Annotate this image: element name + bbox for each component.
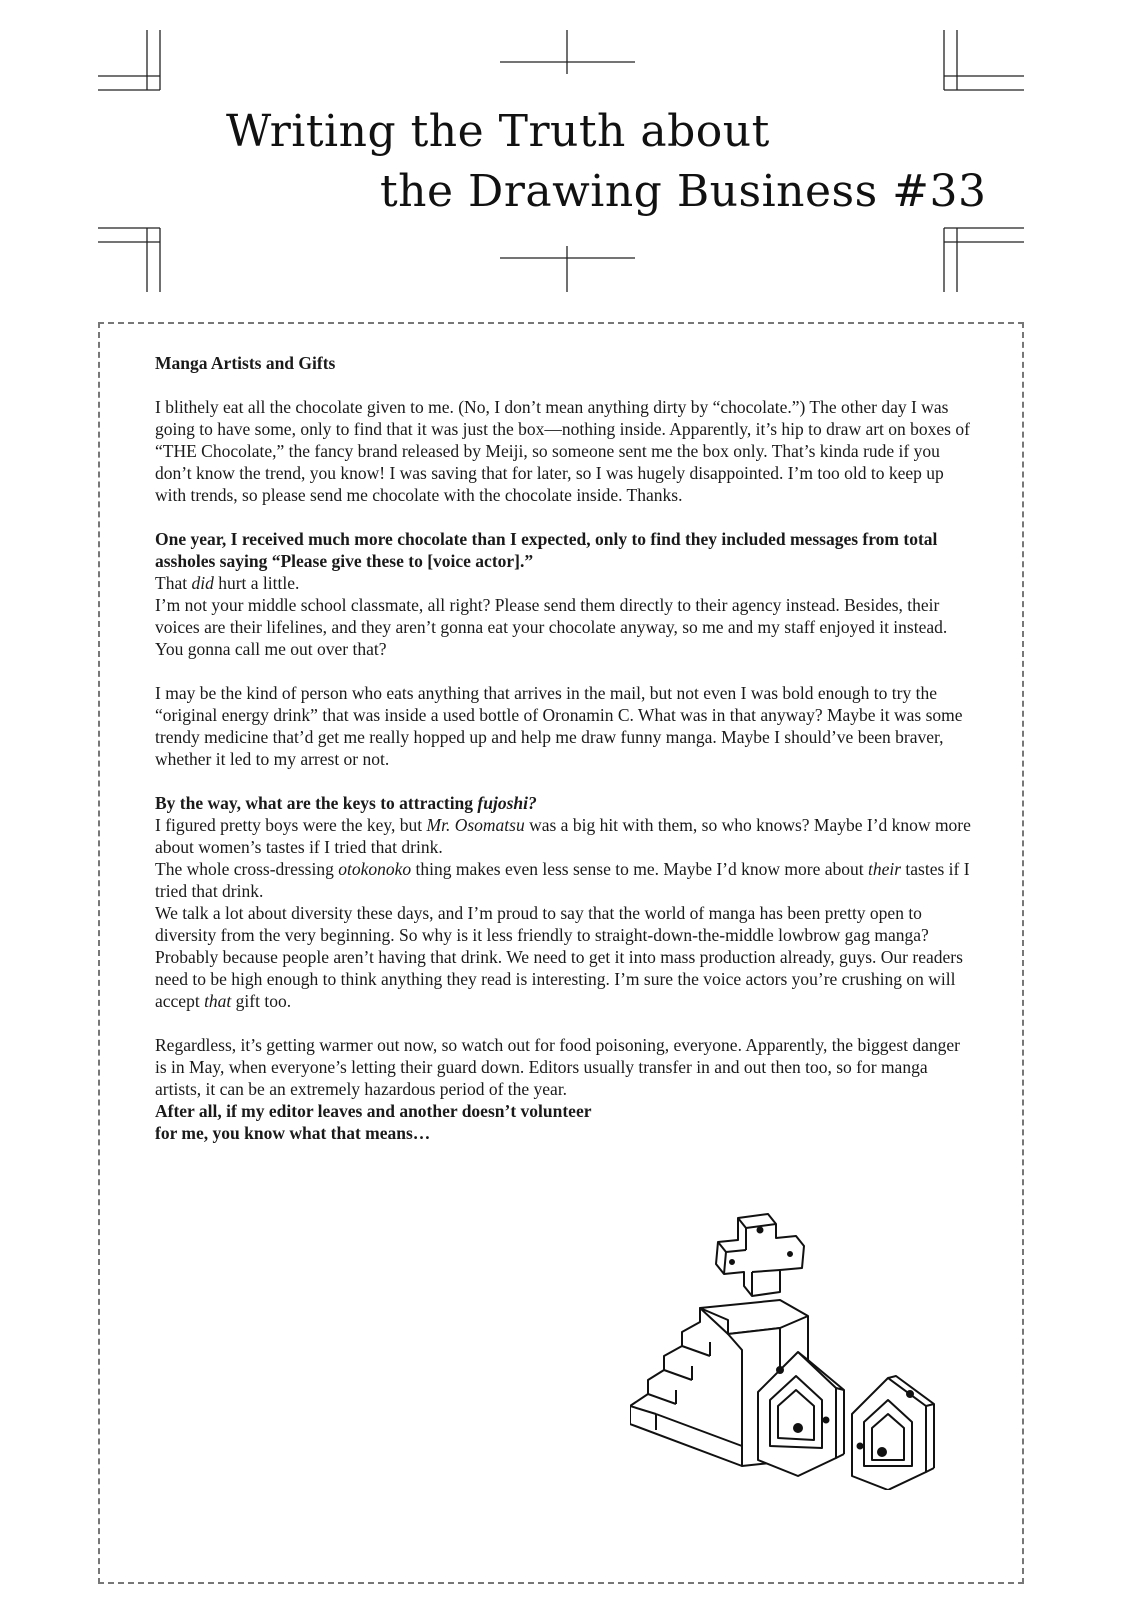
stairs-cross-houses-illustration — [630, 1210, 950, 1490]
paragraph-4-b: The whole cross-dressing otokonoko thing makes even less sense to me. Maybe I’d know more about their tastes if I tried that drink. — [155, 859, 970, 901]
paragraph-3: I may be the kind of person who eats anything that arrives in the mail, but not even I was bold enough to try the “original energy drink” that was inside a used bottle of Oronamin C. What was in that anyway? Maybe it was some trendy medicine that’d get me really hopped up and help me draw funny manga. Maybe I should’ve been braver, whether it led to my arrest or not. — [155, 683, 963, 769]
title-line-2: the Drawing Business #33 — [380, 166, 987, 217]
title-line-1: Writing the Truth about — [226, 106, 770, 157]
article-body — [155, 352, 975, 1144]
paragraph-4-a: I figured pretty boys were the key, but Mr. Osomatsu was a big hit with them, so who knows? Maybe I’d know more about women’s tastes if I tried that drink. — [155, 815, 971, 857]
paragraph-1: I blithely eat all the chocolate given to me. (No, I don’t mean anything dirty by “chocolate.”) The other day I was going to have some, only to find that it was just the box—nothing inside. Apparently, it’s hip to draw art on boxes of “THE Chocolate,” the fancy brand released by Meiji, so someone sent me the box only. That’s kinda rude if you don’t know the trend, you know! I was saving that for later, so I was hugely disappointed. I’m too old to keep up with trends, so please send me chocolate with the chocolate inside. Thanks. — [155, 397, 970, 505]
paragraph-4-c: We talk a lot about diversity these days, and I’m proud to say that the world of manga has been pretty open to diversity from the very beginning. So why is it less friendly to straight-down-the-middle lowbrow gag manga? Probably because people aren’t having that drink. We need to get it into mass production already, guys. Our readers need to be high enough to think anything they read is interesting. I’m sure the voice actors you’re crushing on will accept that gift too. — [155, 903, 963, 1011]
closing-line-1: After all, if my editor leaves and another doesn’t volunteer — [155, 1101, 592, 1121]
paragraph-2-bold: One year, I received much more chocolate than I expected, only to find they included messages from total assholes saying “Please give these to [voice actor].” — [155, 529, 938, 571]
article-heading: Manga Artists and Gifts — [155, 353, 336, 373]
crop-marks — [0, 0, 1124, 320]
closing-line-2: for me, you know what that means… — [155, 1123, 431, 1143]
paragraph-5: Regardless, it’s getting warmer out now, so watch out for food poisoning, everyone. Apparently, the biggest danger is in May, when everyone’s letting their guard down. Editors usually transfer in and out then too, so for manga artists, it can be an extremely hazardous period of the year. — [155, 1035, 960, 1099]
paragraph-2-a: That did hurt a little. — [155, 573, 300, 593]
paragraph-2-b: I’m not your middle school classmate, all right? Please send them directly to their agency instead. Besides, their voices are their lifelines, and they aren’t gonna eat your chocolate anyway, so me and my staff enjoyed it instead. You gonna call me out over that? — [155, 595, 948, 659]
paragraph-4-bold: By the way, what are the keys to attracting fujoshi? — [155, 793, 537, 813]
